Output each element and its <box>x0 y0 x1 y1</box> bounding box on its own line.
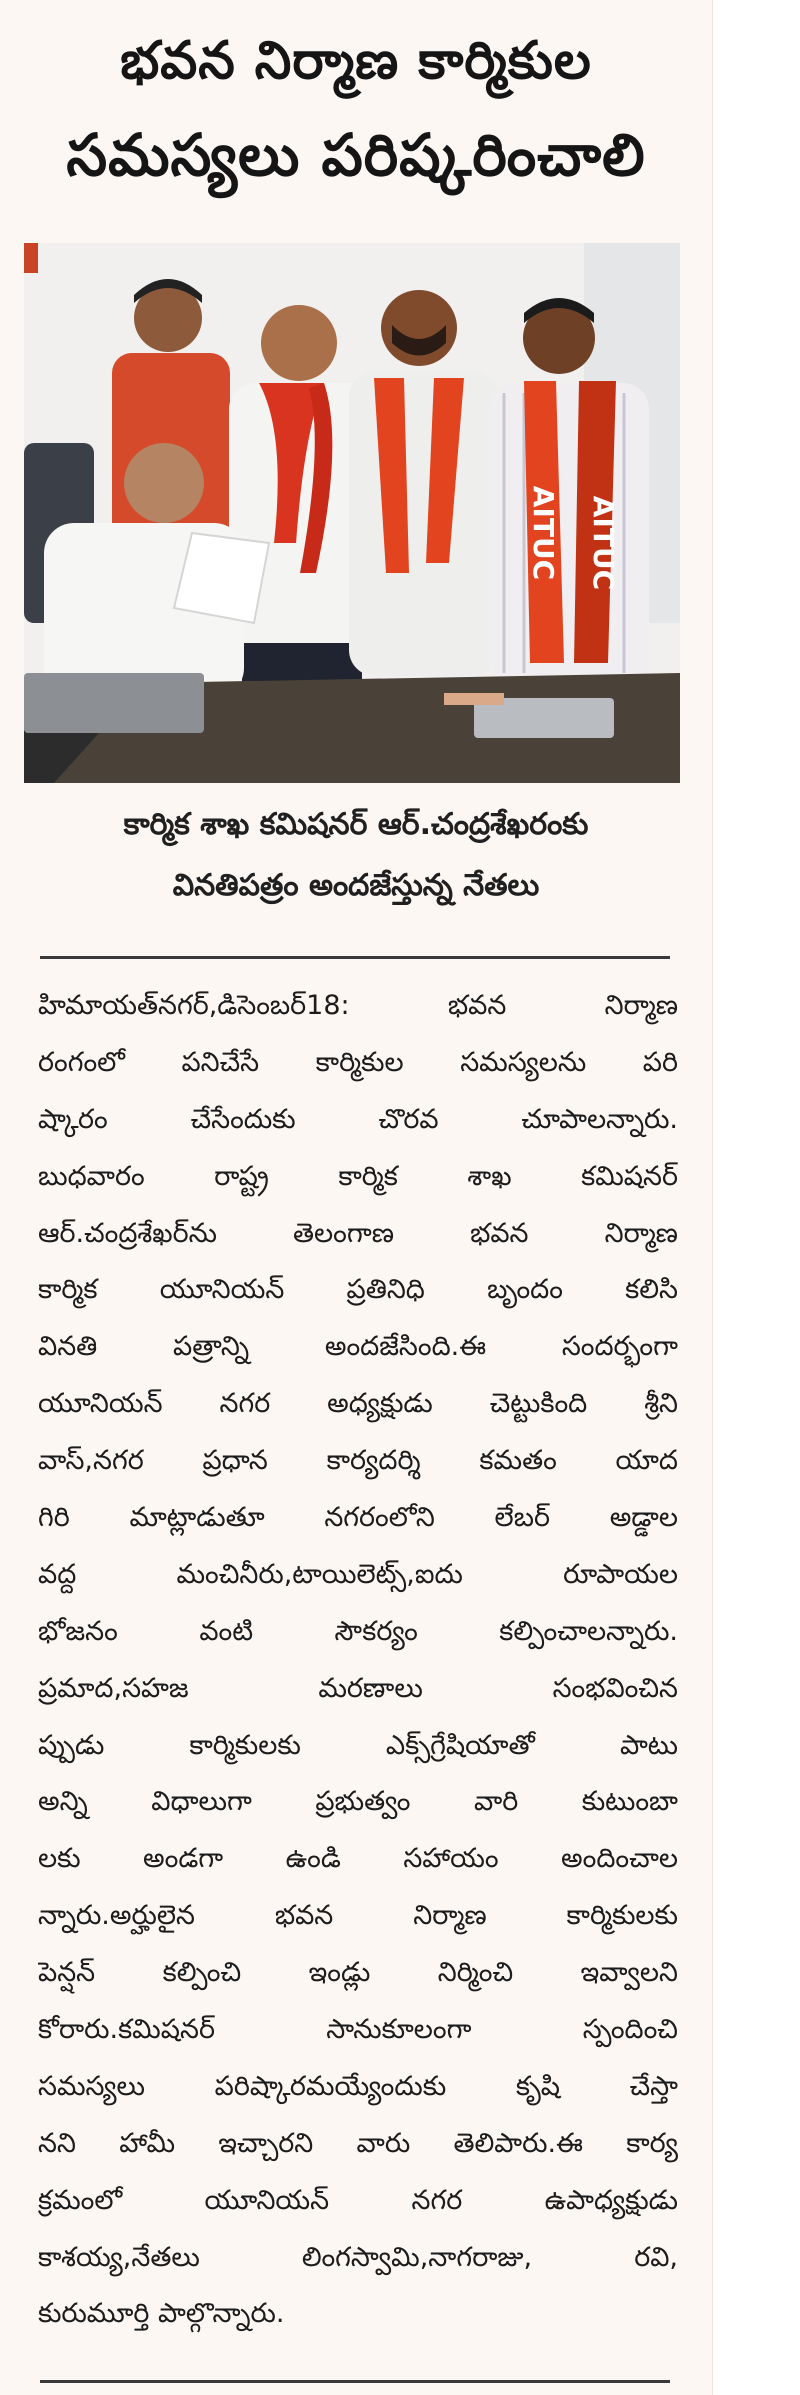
person-2-head <box>261 305 337 381</box>
headline-line-1: భవన నిర్మాణ కార్మికుల <box>120 31 592 91</box>
article-line: వద్ద మంచినీరు,టాయిలెట్స్,ఐదు రూపాయల <box>38 1558 678 1590</box>
news-photo <box>24 243 680 783</box>
article-line: అన్ని విధాలుగా ప్రభుత్వం వారి కుటుంబా <box>38 1786 678 1818</box>
article-line: క్రమంలో యూనియన్ నగర ఉపాధ్యక్షుడు <box>38 2184 678 2216</box>
laptop <box>24 673 204 733</box>
section-divider <box>40 956 670 959</box>
article-line: పెన్షన్ కల్పించి ఇండ్లు నిర్మించి ఇవ్వాలని <box>38 1957 678 1989</box>
article-line: న్నారు.అర్హులైన భవన నిర్మాణ కార్మికులకు <box>38 1900 678 1932</box>
headline-line-2: సమస్యలు పరిష్కరించాలి <box>66 121 646 189</box>
article-line: ఆర్.చంద్రశేఖర్‌ను తెలంగాణ భవన నిర్మాణ <box>38 1217 678 1249</box>
svg-text:AITUC: AITUC <box>587 495 620 591</box>
article-line: కోరారు.కమిషనర్ సానుకూలంగా స్పందించి <box>38 2014 678 2046</box>
article-line: ప్పుడు కార్మికులకు ఎక్స్‌గ్రేషియాతో పాటు <box>38 1729 678 1761</box>
article-line: లకు అండగా ఉండి సహాయం అందించాల <box>38 1843 678 1875</box>
article-line: హిమాయత్‌నగర్,డిసెంబర్18: భవన నిర్మాణ <box>38 990 678 1021</box>
petition-document <box>174 533 269 623</box>
article-line: కాశయ్య,నేతలు లింగస్వామి,నాగరాజు, రవి, <box>38 2241 678 2273</box>
person-3-shirt <box>349 371 499 676</box>
commissioner-head <box>124 443 204 523</box>
photo-caption-line-1: కార్మిక శాఖ కమిషనర్ ఆర్.చంద్రశేఖరంకు <box>123 807 589 842</box>
article-line: సమస్యలు పరిష్కారమయ్యేందుకు కృషి చేస్తా <box>38 2070 678 2102</box>
article-line: యూనియన్ నగర అధ్యక్షుడు చెట్టుకింది శ్రీని <box>38 1388 678 1420</box>
article-line: వాస్,నగర ప్రధాన కార్యదర్శి కమతం యాద <box>38 1445 678 1477</box>
article-line: కురుమూర్తి పాల్గొన్నారు. <box>38 2298 285 2330</box>
article-line: నని హామీ ఇచ్చారని వారు తెలిపారు.ఈ కార్య <box>38 2127 678 2159</box>
aituc-sash-text: AITUC <box>527 485 560 581</box>
photo-caption-line-2: వినతిపత్రం అందజేస్తున్న నేతలు <box>172 868 540 903</box>
news-photo-illustration <box>24 243 680 783</box>
article-line: వినతి పత్రాన్ని అందజేసింది.ఈ సందర్భంగా <box>38 1331 678 1363</box>
article-line: గిరి మాట్లాడుతూ నగరంలోని లేబర్ అడ్డాల <box>38 1502 678 1534</box>
article-line: కార్మిక యూనియన్ ప్రతినిధి బృందం కలిసి <box>38 1274 678 1306</box>
article-body <box>38 978 678 2343</box>
article-line: రంగంలో పనిచేసే కార్మికుల సమస్యలను పరి <box>38 1046 678 1078</box>
article-line: భోజనం వంటి సౌకర్యం కల్పించాలన్నారు. <box>38 1615 678 1647</box>
article-line: ప్రమాద,సహజ మరణాలు సంభవించిన <box>38 1672 678 1704</box>
article-line: బుధవారం రాష్ట్ర కార్మిక శాఖ కమిషనర్ <box>38 1160 678 1192</box>
bottom-divider <box>40 2380 670 2383</box>
article-line: ష్కారం చేసేందుకు చొరవ చూపాలన్నారు. <box>38 1103 678 1135</box>
